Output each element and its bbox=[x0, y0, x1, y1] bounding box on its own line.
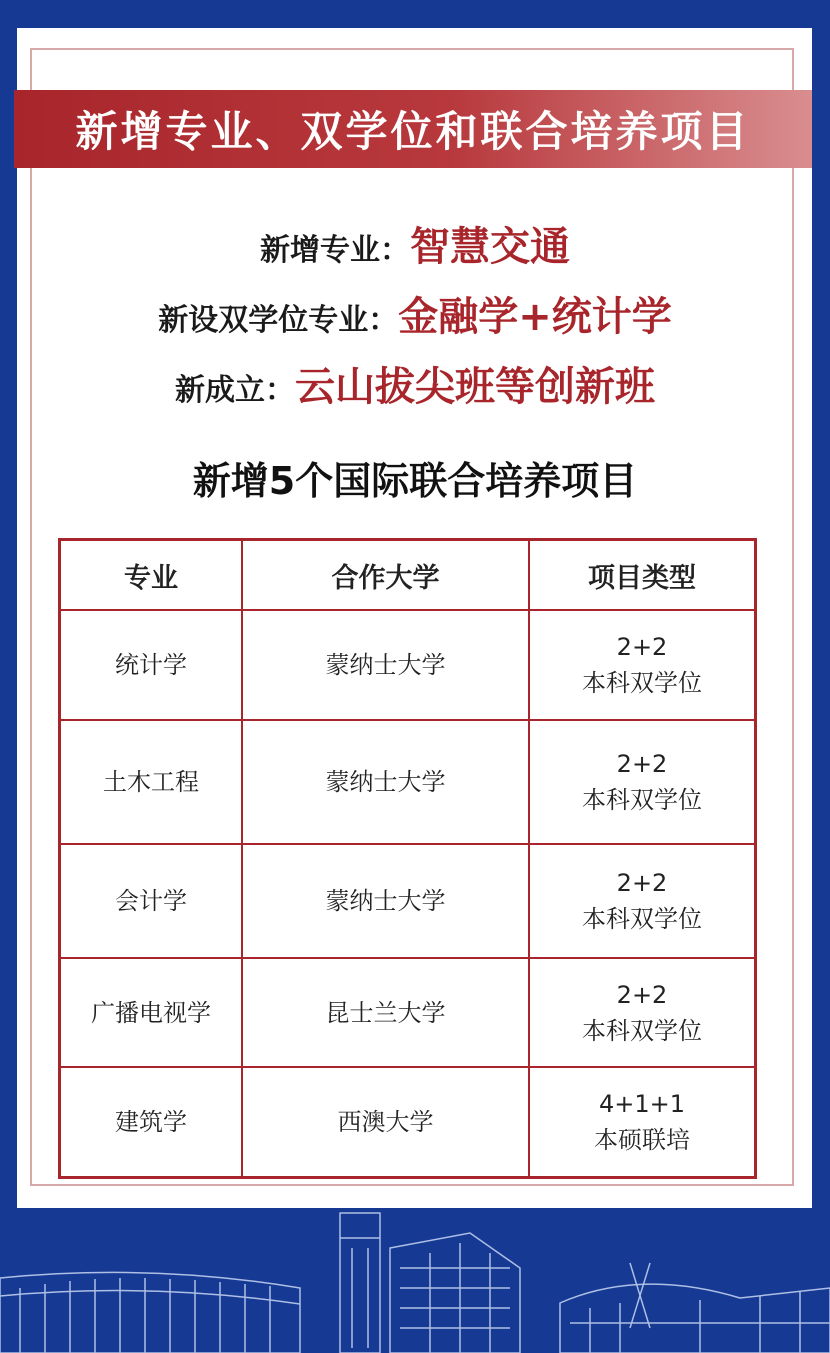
type-name: 本科双学位 bbox=[582, 669, 702, 697]
type-ratio: 2+2 bbox=[616, 980, 668, 1009]
table-row bbox=[60, 610, 756, 720]
page-title: 新增专业、双学位和联合培养项目 bbox=[75, 107, 751, 156]
type-ratio: 2+2 bbox=[616, 750, 668, 778]
cell-university: 蒙纳士大学 bbox=[242, 844, 529, 958]
cell-major: 土木工程 bbox=[60, 720, 243, 844]
header-major: 专业 bbox=[60, 540, 243, 611]
title-banner bbox=[14, 90, 812, 168]
section-subtitle: 新增5个国际联合培养项目 bbox=[192, 459, 638, 503]
type-name: 本科双学位 bbox=[582, 1016, 702, 1045]
highlight-double-degree bbox=[0, 285, 830, 342]
cell-university: 蒙纳士大学 bbox=[242, 720, 529, 844]
cell-type bbox=[529, 844, 756, 958]
type-name: 本科双学位 bbox=[582, 786, 702, 814]
header-type: 项目类型 bbox=[529, 540, 756, 611]
highlight-value: 金融学+统计学 bbox=[398, 294, 672, 340]
table-row bbox=[60, 720, 756, 844]
cell-type bbox=[529, 1067, 756, 1178]
table-row bbox=[60, 844, 756, 958]
highlight-label: 新增专业： bbox=[260, 233, 410, 268]
highlight-value: 智慧交通 bbox=[410, 224, 570, 270]
highlight-new-class bbox=[0, 355, 830, 412]
cell-type bbox=[529, 610, 756, 720]
cell-university: 蒙纳士大学 bbox=[242, 610, 529, 720]
highlight-value: 云山拔尖班等创新班 bbox=[295, 364, 655, 410]
type-ratio: 2+2 bbox=[616, 633, 668, 661]
cell-type bbox=[529, 958, 756, 1067]
type-name: 本硕联培 bbox=[594, 1126, 690, 1154]
highlight-label: 新设双学位专业： bbox=[158, 303, 399, 338]
campus-skyline-illustration bbox=[0, 1208, 830, 1353]
highlight-label: 新成立： bbox=[175, 373, 295, 408]
cell-type bbox=[529, 720, 756, 844]
cell-major: 广播电视学 bbox=[60, 958, 243, 1067]
type-name: 本科双学位 bbox=[582, 905, 702, 933]
cell-major: 统计学 bbox=[60, 610, 243, 720]
highlight-new-major bbox=[0, 215, 830, 272]
programs-table bbox=[58, 538, 757, 1179]
cell-major: 建筑学 bbox=[60, 1067, 243, 1178]
type-ratio: 2+2 bbox=[616, 869, 668, 897]
cell-major: 会计学 bbox=[60, 844, 243, 958]
header-university: 合作大学 bbox=[242, 540, 529, 611]
cell-university: 西澳大学 bbox=[242, 1067, 529, 1178]
type-ratio: 4+1+1 bbox=[598, 1090, 686, 1118]
cell-university: 昆士兰大学 bbox=[242, 958, 529, 1067]
table-header-row bbox=[60, 540, 756, 611]
table-row bbox=[60, 958, 756, 1067]
table-row bbox=[60, 1067, 756, 1178]
